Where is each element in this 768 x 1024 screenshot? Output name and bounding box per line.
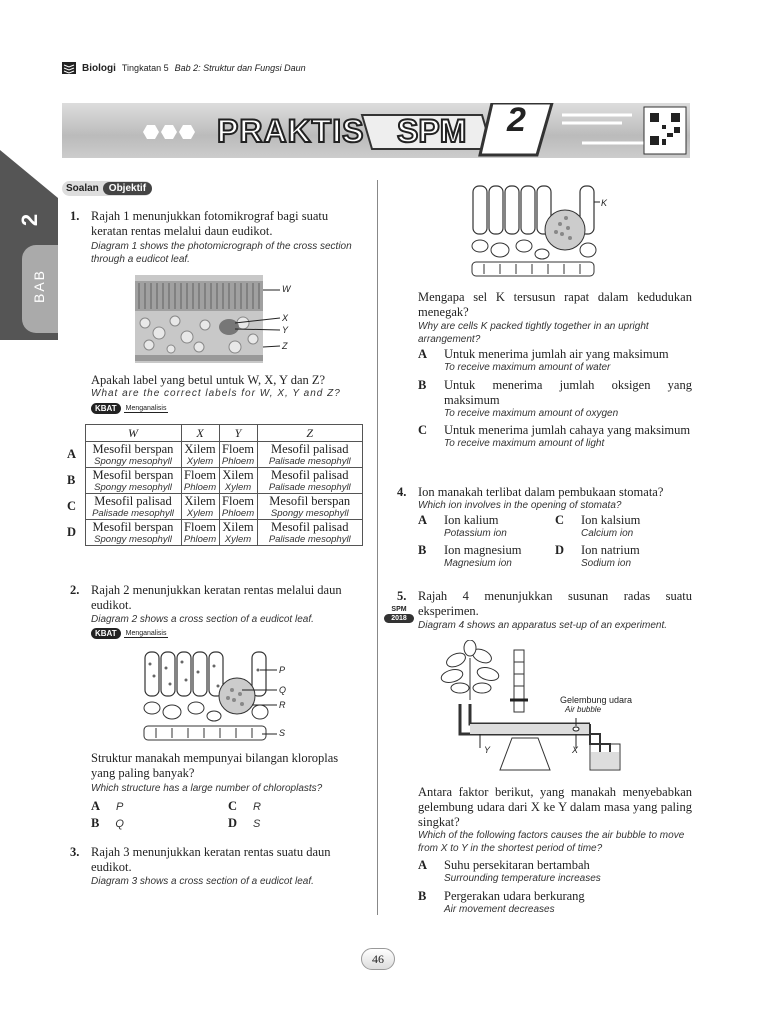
q4-text: Ion manakah terlibat dalam pembukaan stomata? [418, 485, 664, 499]
option-translation: Calcium ion [581, 528, 634, 539]
q4-number: 4. [397, 485, 407, 499]
cell-w: Mesofil berspan Spongy mesophyll [85, 468, 181, 494]
cell-w: Mesofil berspan Spongy mesophyll [85, 442, 181, 468]
q1-number: 1. [70, 209, 80, 223]
q1-question-translation: What are the correct labels for W, X, Y and Z? [91, 388, 341, 399]
q3-text: Rajah 3 menunjukkan keratan rentas suatu daun eudikot. [91, 845, 331, 874]
cell-w: Mesofil palisad Palisade mesophyll [85, 494, 181, 520]
q4-option-d[interactable] [555, 543, 640, 571]
option-label: B [67, 473, 76, 487]
q3-option-b[interactable] [418, 378, 692, 421]
q3-number: 3. [70, 845, 80, 859]
air-bubble-label-translation: Air bubble [565, 705, 602, 714]
q2-option-c[interactable] [228, 797, 261, 815]
diagram-1-photomicrograph [135, 275, 295, 365]
q2-option-d[interactable] [228, 814, 260, 832]
q1-text: Rajah 1 menunjukkan fotomikrograf bagi suatu keratan rentas melalui daun eudikot. [91, 209, 329, 238]
option-text: Suhu persekitaran bertambah [444, 858, 590, 872]
kbat-label: KBAT [91, 628, 121, 639]
q3-translation: Diagram 3 shows a cross section of a eudicot leaf. [91, 876, 314, 887]
option-letter: A [418, 513, 428, 527]
option-letter: A [91, 799, 101, 813]
option-text: S [253, 818, 261, 830]
option-letter: C [418, 423, 428, 437]
table-header-y: Y [219, 425, 257, 442]
option-letter: C [228, 799, 238, 813]
praktis-banner [62, 103, 690, 158]
option-translation: To receive maximum amount of light [444, 438, 605, 449]
diagram-2-leaf-section [142, 650, 292, 745]
diagram-2-label-r: R [279, 700, 286, 710]
option-translation: Surrounding temperature increases [444, 873, 601, 884]
q1-answer-table [65, 424, 363, 546]
running-header [62, 62, 306, 74]
q3-question-translation: Why are cells K packed tightly together in an upright arrangement? [418, 321, 649, 345]
q4-option-b[interactable] [418, 543, 521, 571]
option-letter: B [418, 378, 427, 392]
option-letter: D [228, 816, 238, 830]
subject-label: Biologi [82, 62, 116, 74]
spm-2018-badge [384, 606, 414, 623]
diagram-3-label-k: K [601, 198, 608, 208]
cell-y: Floem Phloem [219, 494, 257, 520]
diagram-4-potometer [440, 640, 633, 780]
praktis-title: PRAKTIS [217, 113, 365, 149]
banner-decor [62, 103, 690, 158]
option-text: P [116, 801, 124, 813]
option-translation: Magnesium ion [444, 558, 512, 569]
cell-x: Xilem Xylem [181, 494, 219, 520]
cell-z: Mesofil berspan Spongy mesophyll [257, 494, 363, 520]
q2-option-a[interactable] [91, 797, 123, 815]
option-text: Pergerakan udara berkurang [444, 889, 585, 903]
diagram-1-label-y: Y [282, 325, 289, 335]
cell-w: Mesofil berspan Spongy mesophyll [85, 520, 181, 546]
option-label: A [67, 447, 77, 461]
diagram-2-label-q: Q [279, 685, 287, 695]
diagram-1-label-z: Z [282, 341, 288, 351]
diagram-2-label-p: P [279, 665, 286, 675]
table-row-a[interactable] [65, 442, 363, 468]
spm-badge-year: 2018 [384, 614, 414, 623]
form-label: Tingkatan 5 [121, 63, 169, 73]
table-header-x: X [181, 425, 219, 442]
option-letter: B [418, 543, 427, 557]
table-header-row [65, 425, 363, 442]
option-letter: A [418, 347, 428, 361]
cell-z: Mesofil palisad Palisade mesophyll [257, 520, 363, 546]
option-letter: B [418, 889, 427, 903]
banner-number: 2 [507, 101, 526, 139]
diagram-1-label-w: W [282, 284, 291, 294]
q2-text: Rajah 2 menunjukkan keratan rentas melalui daun eudikot. [91, 583, 342, 612]
diagram-1-label-x: X [282, 313, 289, 323]
option-translation: Sodium ion [581, 558, 632, 569]
q2-kbat-badge [91, 628, 168, 639]
option-text: Untuk menerima jumlah oksigen yang maksimum [444, 378, 692, 407]
cell-x: Floem Phloem [181, 468, 219, 494]
option-label: D [67, 525, 77, 539]
q2-question-translation: Which structure has a large number of chloroplasts? [91, 783, 323, 794]
qr-code-icon[interactable] [644, 107, 686, 154]
q2-option-b[interactable] [91, 814, 124, 832]
table-row-d[interactable] [65, 520, 363, 546]
kbat-label: KBAT [91, 403, 121, 414]
spm-badge-label: SPM [391, 606, 407, 613]
chapter-label: Bab 2: Struktur dan Fungsi Daun [174, 63, 306, 73]
option-text: R [253, 801, 261, 813]
objektif-label: Objektif [103, 182, 152, 195]
table-header-blank [65, 425, 85, 442]
cell-z: Mesofil palisad Palisade mesophyll [257, 442, 363, 468]
q4-option-c[interactable] [555, 513, 640, 541]
page-number-text: 46 [372, 952, 384, 966]
q5-number: 5. [397, 589, 407, 603]
air-bubble-label: Gelembung udara [560, 695, 633, 705]
cell-z: Mesofil palisad Palisade mesophyll [257, 468, 363, 494]
q5-option-a[interactable] [418, 858, 601, 886]
diagram-3-leaf-section [470, 180, 620, 278]
soalan-label: Soalan [66, 183, 99, 194]
option-translation: To receive maximum amount of water [444, 362, 611, 373]
option-text: Q [115, 818, 124, 830]
cell-x: Floem Phloem [181, 520, 219, 546]
q5-question-translation: Which of the following factors causes the air bubble to move from X to Y in the shortest period of time? [418, 830, 685, 854]
q5-question: Antara faktor berikut, yang manakah menyebabkan gelembung udara dari X ke Y dalam masa yang paling singkat? [418, 785, 692, 829]
q5-translation: Diagram 4 shows an apparatus set-up of an experiment. [418, 620, 668, 631]
option-label: C [67, 499, 77, 513]
cell-y: Xilem Xylem [219, 520, 257, 546]
book-icon [62, 62, 76, 74]
q5-text: Rajah 4 menunjukkan susunan radas suatu eksperimen. [418, 589, 692, 618]
page-number [361, 948, 395, 970]
q1-translation: Diagram 1 shows the photomicrograph of the cross section through a eudicot leaf. [91, 241, 352, 265]
diagram-4-label-x: X [572, 745, 579, 755]
q2-number: 2. [70, 583, 80, 597]
q2-translation: Diagram 2 shows a cross section of a eudicot leaf. [91, 614, 314, 625]
q4-translation: Which ion involves in the opening of stomata? [418, 500, 622, 511]
kbat-skill: Menganalisis [125, 404, 167, 412]
option-translation: Air movement decreases [444, 904, 555, 915]
kbat-skill: Menganalisis [125, 629, 167, 637]
side-tab-number: 2 [17, 213, 43, 227]
option-translation: Potassium ion [444, 528, 507, 539]
q3-option-c[interactable] [418, 423, 692, 451]
table-row-b[interactable] [65, 468, 363, 494]
option-text: Ion magnesium [444, 543, 522, 557]
q4-option-a[interactable] [418, 513, 507, 541]
q1-question: Apakah label yang betul untuk W, X, Y dan Z? [91, 373, 326, 387]
q3-question: Mengapa sel K tersusun rapat dalam kedudukan menegak? [418, 290, 692, 319]
option-letter: C [555, 513, 565, 527]
option-text: Ion kalium [444, 513, 499, 527]
q3-option-a[interactable] [418, 347, 692, 375]
table-row-c[interactable] [65, 494, 363, 520]
section-label [62, 181, 152, 196]
cell-y: Floem Phloem [219, 442, 257, 468]
q2-question: Struktur manakah mempunyai bilangan kloroplas yang paling banyak? [91, 751, 339, 780]
option-letter: B [91, 816, 100, 830]
option-text: Untuk menerima jumlah cahaya yang maksimum [444, 423, 691, 437]
option-text: Ion kalsium [581, 513, 641, 527]
q1-kbat-badge [91, 403, 168, 414]
table-header-w: W [85, 425, 181, 442]
option-translation: To receive maximum amount of oxygen [444, 408, 619, 419]
bab-label: BAB [31, 268, 48, 304]
spm-title: SPM [397, 113, 467, 149]
cell-x: Xilem Xylem [181, 442, 219, 468]
option-text: Untuk menerima jumlah air yang maksimum [444, 347, 669, 361]
column-divider [377, 180, 378, 915]
diagram-4-label-y: Y [484, 745, 491, 755]
option-letter: D [555, 543, 565, 557]
option-letter: A [418, 858, 428, 872]
option-text: Ion natrium [581, 543, 640, 557]
diagram-2-label-s: S [279, 728, 286, 738]
q5-option-b[interactable] [418, 889, 585, 917]
table-header-z: Z [257, 425, 363, 442]
cell-y: Xilem Xylem [219, 468, 257, 494]
